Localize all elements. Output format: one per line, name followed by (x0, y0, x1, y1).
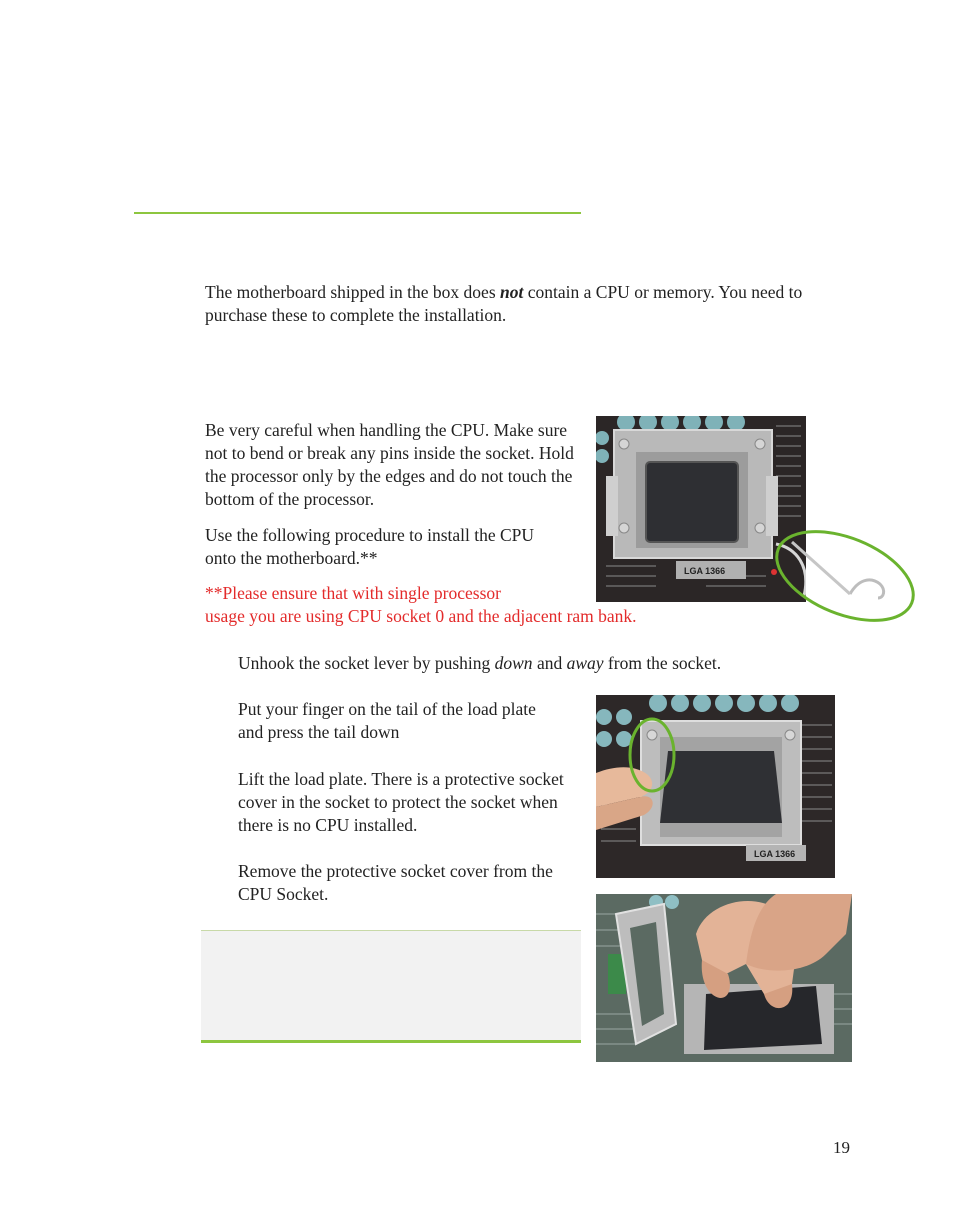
remove-cover-photo (596, 894, 852, 1062)
step-unhook-lever: Unhook the socket lever by pushing down and away from the socket. (238, 653, 722, 673)
page-number: 19 (833, 1138, 850, 1157)
note-box (201, 930, 581, 1042)
lever-highlight-ellipse (762, 524, 922, 624)
note-line-2: usage you are using CPU socket 0 and the adjacent ram bank. (205, 606, 637, 626)
step-remove-cover: Remove the protective socket cover from the CPU Socket. (238, 861, 553, 904)
procedure-paragraph: Use the following procedure to install the CPU onto the motherboard.** (205, 525, 535, 568)
note-line-1: **Please ensure that with single processor (205, 583, 501, 603)
socket-marking-2: LGA 1366 (754, 849, 796, 859)
load-plate-photo (596, 695, 835, 878)
emphasis-not: not (500, 282, 524, 302)
section-divider (134, 212, 581, 214)
cpu-caution-paragraph: Be very careful when handling the CPU. Make sure not to bend or break any pins inside the socket. Hold the processor only by the edges and do not touch the bottom of the processor. (205, 420, 574, 509)
intro-paragraph: The motherboard shipped in the box does not contain a CPU or memory. You need to purchase these to complete the installation. (205, 282, 803, 325)
step-press-tail: Put your finger on the tail of the load plate and press the tail down (238, 699, 536, 742)
socket-marking-1: LGA 1366 (684, 566, 726, 576)
note-box-bottom-rule (201, 1040, 581, 1043)
step-lift-load-plate: Lift the load plate. There is a protective socket cover in the socket to protect the socket when there is no CPU installed. (238, 769, 564, 835)
